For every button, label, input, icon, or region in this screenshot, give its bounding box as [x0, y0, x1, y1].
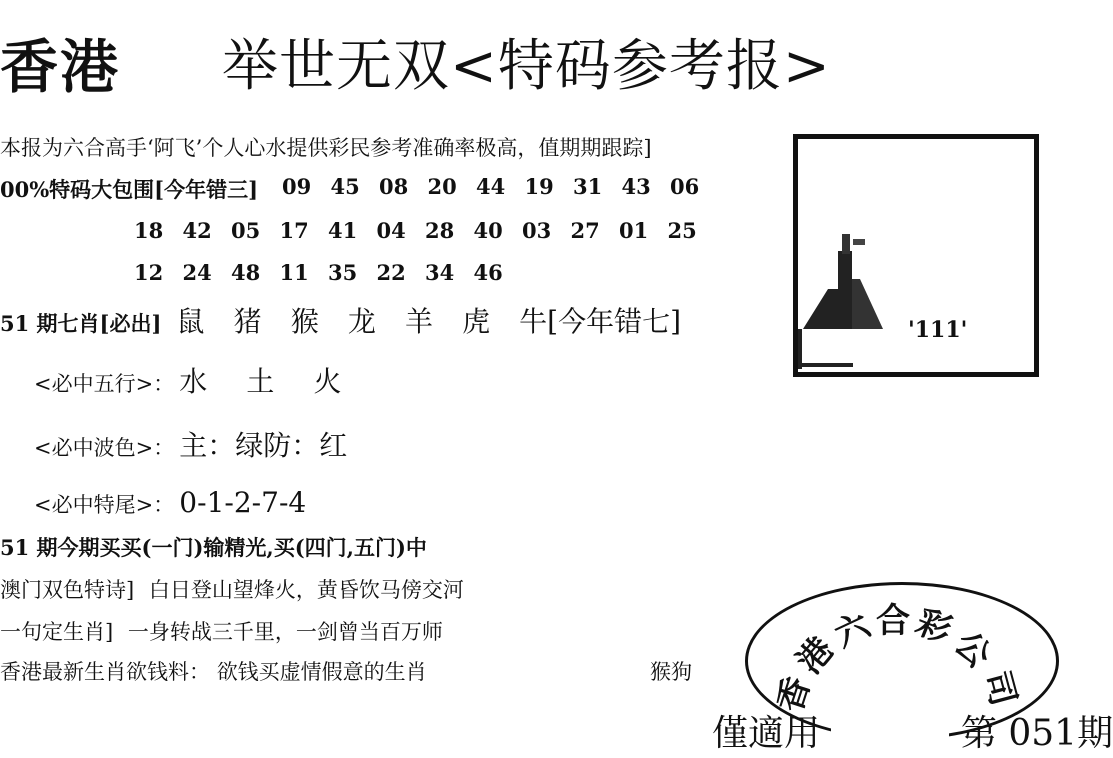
code-number: 25: [667, 218, 697, 243]
code-number: 31: [573, 174, 603, 199]
special-codes-label: 00%特码大包围[今年错三]: [0, 177, 259, 202]
code-number: 06: [670, 174, 700, 199]
photo-caption: '111': [908, 317, 968, 343]
element-item: 土: [246, 365, 275, 398]
zodiac-item: 龙: [347, 305, 376, 338]
latest-answer: 猴狗: [650, 660, 692, 684]
code-number: 11: [279, 260, 309, 285]
latest-line: [0, 656, 427, 686]
five-elements-line: [34, 360, 342, 400]
stamp-char: 彩: [910, 601, 957, 652]
brand-title: 香港: [0, 33, 121, 101]
special-tail-value: 0-1-2-7-4: [179, 486, 307, 519]
code-number: 43: [621, 174, 651, 199]
code-number: 17: [279, 218, 309, 243]
latest-text: 欲钱买虚情假意的生肖: [216, 660, 427, 684]
code-number: 41: [328, 218, 358, 243]
code-number: 45: [330, 174, 360, 199]
latest-label: 香港最新生肖欲钱料：: [0, 660, 210, 684]
special-codes-row-3: [134, 260, 522, 285]
stamp-char: 公: [946, 623, 999, 677]
special-tail-line: [34, 486, 306, 519]
special-tail-label: <必中特尾>：: [34, 493, 175, 517]
element-item: 水: [179, 365, 208, 398]
photo-frame: [793, 134, 1039, 377]
redaction-block: [831, 713, 949, 745]
verse-line: [0, 616, 443, 646]
wave-color-line: [34, 424, 347, 464]
code-number: 28: [425, 218, 455, 243]
code-number: 27: [570, 218, 600, 243]
code-number: 20: [427, 174, 457, 199]
stamp-char: 合: [876, 601, 910, 641]
seven-zodiac-label: 51 期七肖[必出]: [0, 311, 162, 336]
newspaper-headline: 举世无双<特码参考报>: [222, 34, 831, 99]
code-number: 09: [282, 174, 312, 199]
code-number: 40: [473, 218, 503, 243]
stamp-char: 港: [789, 629, 842, 682]
stamp-char: 香: [770, 672, 819, 717]
issue-number: 第 051期: [960, 713, 1113, 754]
stamp-char: 六: [828, 605, 877, 656]
zodiac-item: 羊: [404, 305, 433, 338]
code-number: 48: [231, 260, 261, 285]
zodiac-item-last: 牛[今年错七]: [519, 305, 682, 338]
code-number: 03: [522, 218, 552, 243]
code-number: 12: [134, 260, 164, 285]
special-codes-row-2: [134, 218, 716, 243]
poem-text: 白日登山望烽火，黄昏饮马傍交河: [148, 578, 464, 602]
code-number: 34: [425, 260, 455, 285]
code-number: 04: [376, 218, 406, 243]
code-number: 35: [328, 260, 358, 285]
wave-color-label: <必中波色>：: [34, 436, 175, 460]
code-number: 46: [473, 260, 503, 285]
code-number: 01: [619, 218, 649, 243]
seven-zodiac-line: [0, 300, 681, 340]
code-number: 22: [376, 260, 406, 285]
validity-prefix: 僅適用: [712, 713, 821, 754]
code-number: 18: [134, 218, 164, 243]
element-item: 火: [313, 365, 342, 398]
zodiac-item: 猴: [290, 305, 319, 338]
intro-text: 本报为六合高手‘阿飞’个人心水提供彩民参考准确率极高，值期期跟踪]: [0, 136, 652, 160]
validity-footer: [712, 705, 1113, 756]
code-number: 42: [182, 218, 212, 243]
code-number: 19: [524, 174, 554, 199]
poem-line: [0, 574, 464, 604]
code-number: 05: [231, 218, 261, 243]
code-number: 44: [476, 174, 506, 199]
code-number: 24: [182, 260, 212, 285]
buy-line: 51 期今期买买(一门)输精光,买(四门,五门)中: [0, 535, 427, 560]
zodiac-item: 鼠: [176, 305, 205, 338]
stamp-char: 司: [975, 666, 1024, 711]
code-number: 08: [379, 174, 409, 199]
poem-label: 澳门双色特诗]: [0, 578, 135, 602]
zodiac-item: 猪: [233, 305, 262, 338]
verse-text: 一身转战三千里，一剑曾当百万师: [127, 620, 443, 644]
five-elements-label: <必中五行>：: [34, 372, 175, 396]
zodiac-item: 虎: [462, 305, 491, 338]
verse-label: 一句定生肖]: [0, 620, 114, 644]
special-codes-row-1: [282, 174, 719, 199]
wave-color-value: 主：绿防：红: [179, 429, 348, 462]
